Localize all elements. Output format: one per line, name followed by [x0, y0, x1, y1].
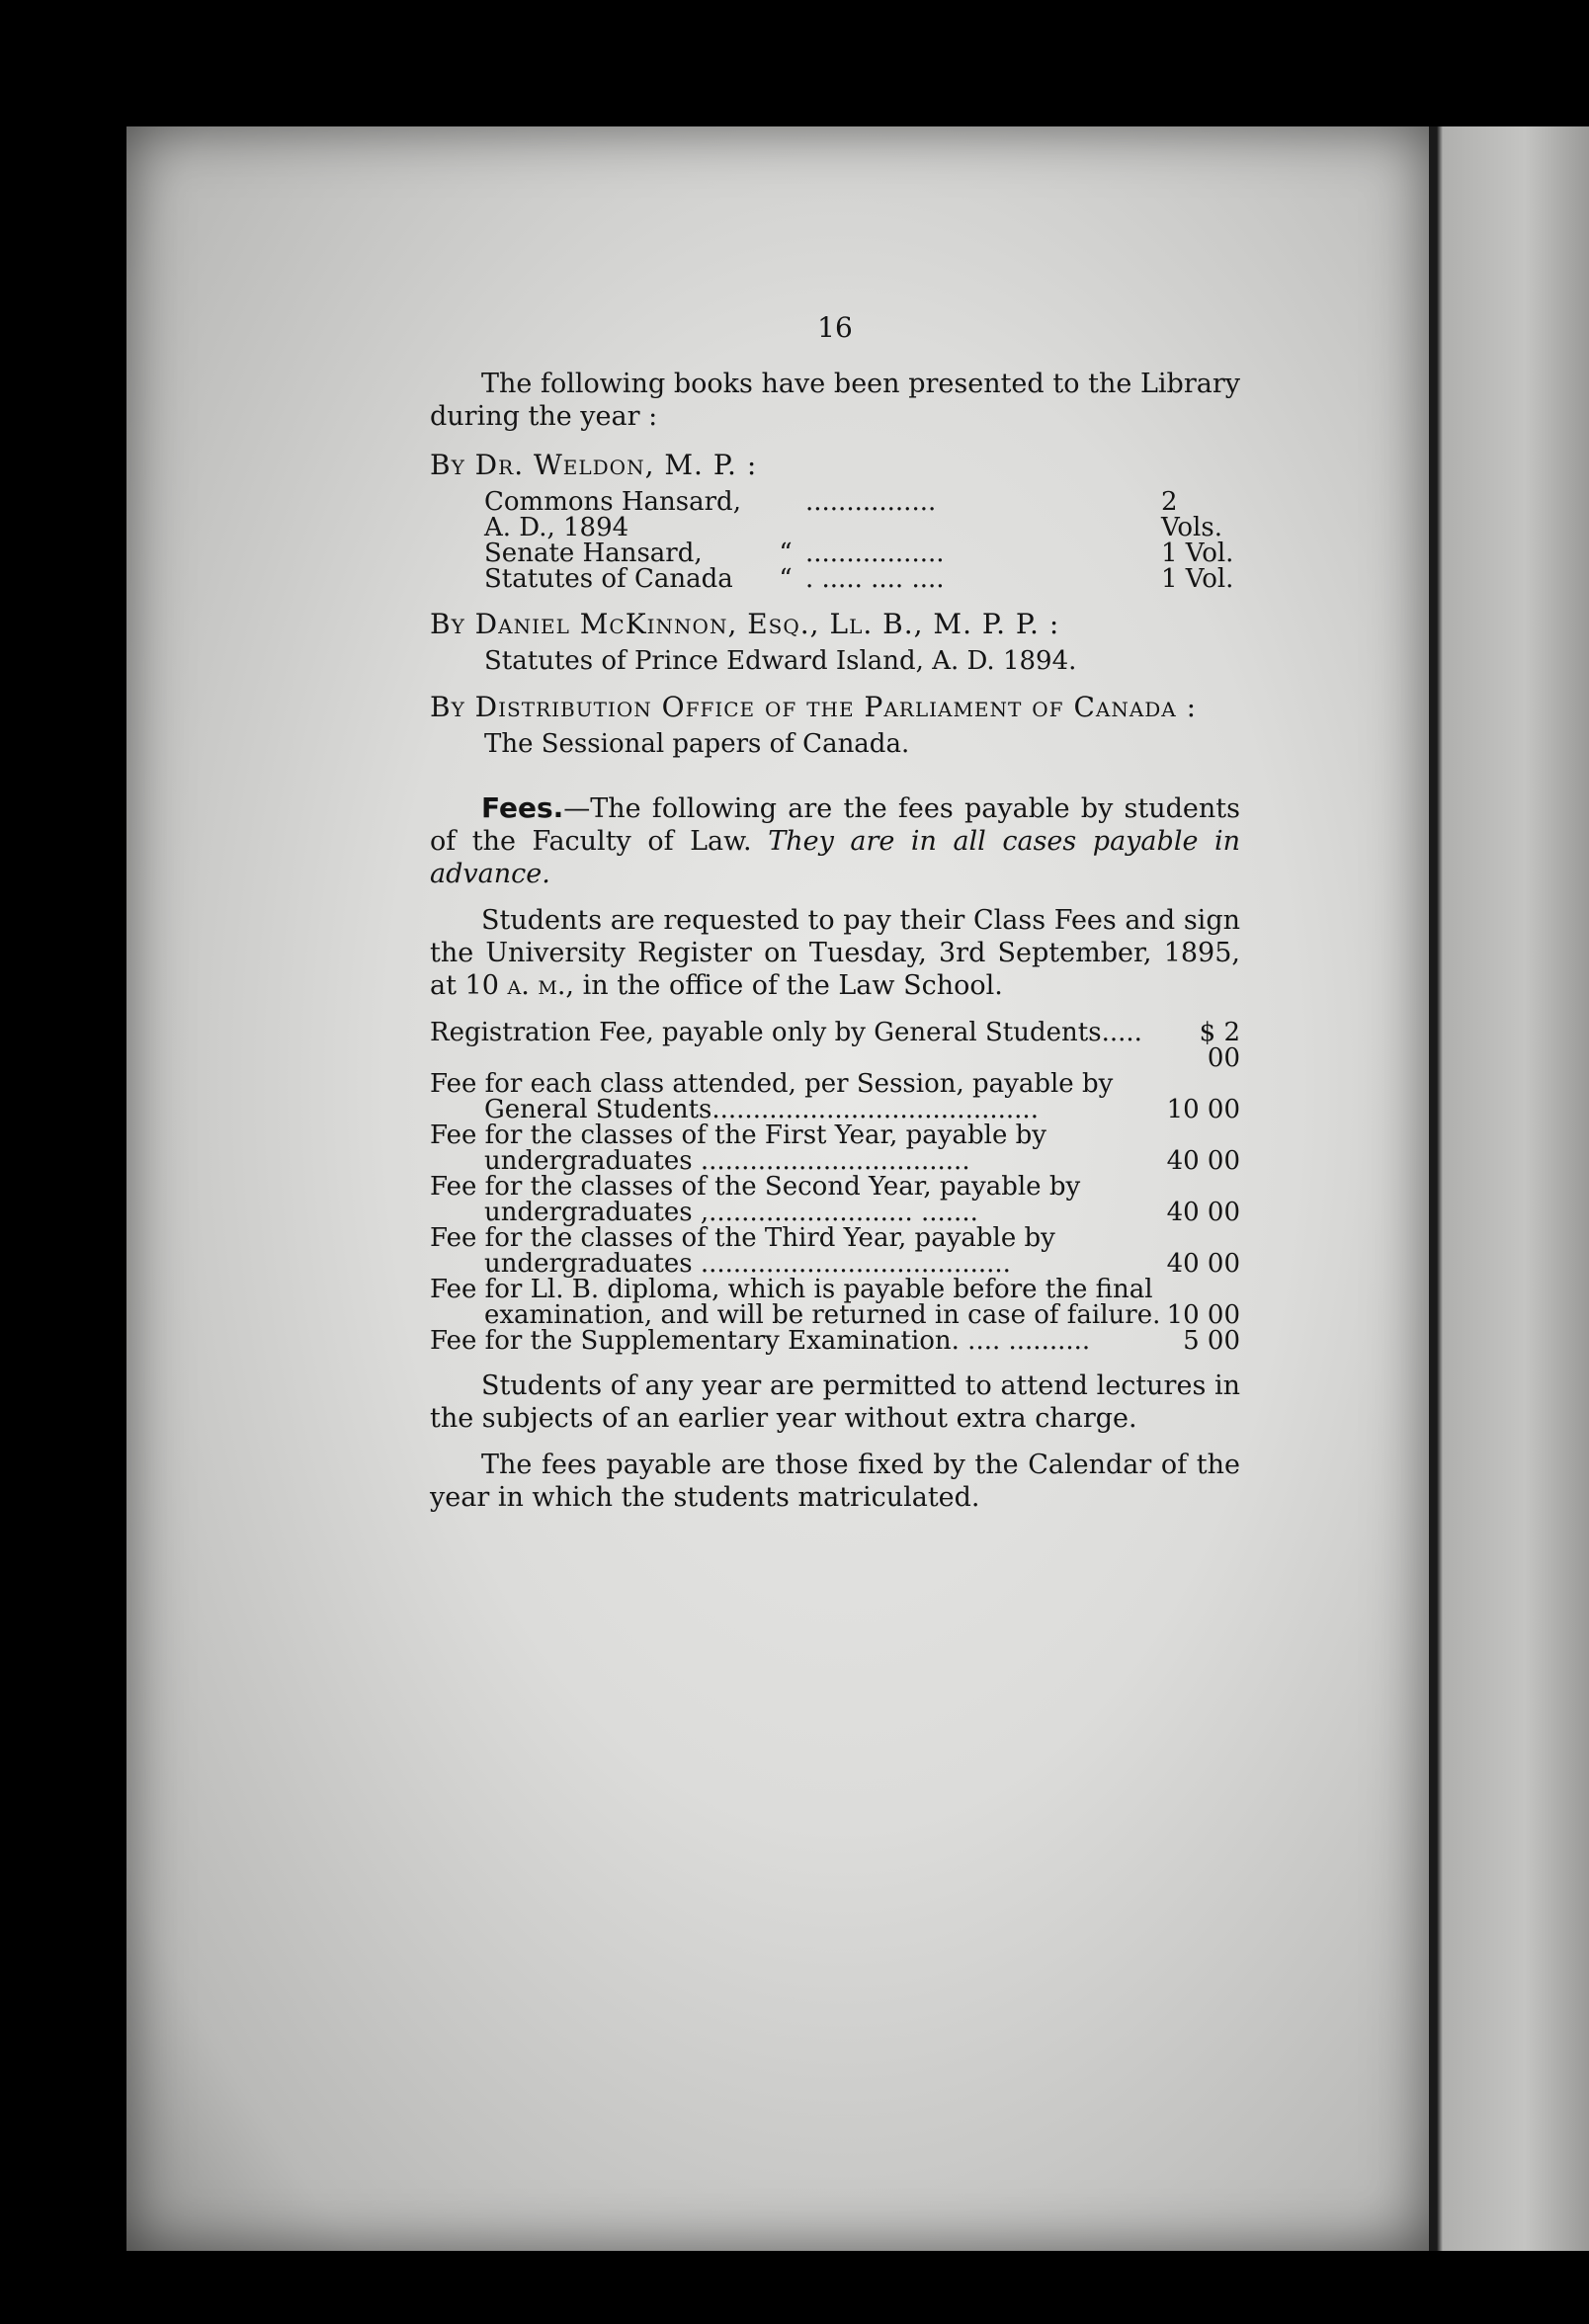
fee-description-cont: examination, and will be returned in case of failure. [484, 1300, 1161, 1330]
book-title: Senate Hansard, [484, 539, 703, 568]
fees-intro-text: —The following are the fees payable by students of the Faculty of Law. [430, 793, 1240, 857]
fee-row [430, 1277, 1240, 1328]
fee-amount: 10 00 [1166, 1300, 1240, 1330]
fee-amount: 5 00 [1183, 1326, 1240, 1356]
fee-table [430, 1020, 1240, 1354]
mckinnon-book: Statutes of Prince Edward Island, A. D. 1894. [484, 646, 1077, 676]
fee-row [430, 1328, 1240, 1354]
ditto-mark: “ [779, 564, 793, 594]
fees-advance-note: They are in all cases payable in advance. [430, 826, 1240, 889]
donor-heading-weldon: By Dr. Weldon, M. P. : [430, 449, 758, 481]
registration-text: Students are requested to pay their Class Fees and sign the University Register on Tuesday, 3rd September, 1895, at 10 [430, 905, 1240, 1001]
fee-description: Fee for the classes of the Second Year, payable by [430, 1172, 1081, 1202]
page-content [430, 311, 1240, 1528]
ditto-mark: “ [779, 539, 793, 568]
fee-description-cont: General Students........................................ [484, 1095, 1039, 1124]
donor-heading-distribution-office: By Distribution Office of the Parliament of Canada : [430, 691, 1198, 723]
book-quantity: 1 Vol. [1161, 539, 1234, 568]
registration-notice [430, 904, 1240, 1002]
fee-amount: 40 00 [1166, 1249, 1240, 1279]
registration-place: , in the office of the Law School. [565, 970, 1003, 1001]
fee-description-cont: undergraduates ,......................... ....... [484, 1198, 978, 1227]
donor-heading-mckinnon: By Daniel McKinnon, Esq., Ll. B., M. P. P. : [430, 608, 1060, 640]
fee-description: Fee for Ll. B. diploma, which is payable before the final [430, 1275, 1153, 1304]
book-title: Commons Hansard, A. D., 1894 [484, 487, 741, 542]
book-row [484, 489, 1240, 540]
fee-description: Fee for each class attended, per Session, payable by [430, 1069, 1114, 1099]
fee-description: Fee for the Supplementary Examination. .... .......... [430, 1326, 1091, 1356]
fee-row [430, 1071, 1240, 1122]
fee-description: Fee for the classes of the First Year, payable by [430, 1120, 1046, 1150]
book-quantity: 2 Vols. [1161, 487, 1222, 542]
registration-time: a. m. [507, 970, 566, 1001]
fee-row [430, 1225, 1240, 1277]
fee-description-cont: undergraduates ................................. [484, 1146, 970, 1176]
fee-description: Registration Fee, payable only by General Students..... [430, 1018, 1142, 1047]
fee-amount: 40 00 [1166, 1198, 1240, 1227]
book-title: Statutes of Canada [484, 564, 733, 594]
fee-amount: $ 2 00 [1199, 1018, 1240, 1073]
page-number: 16 [817, 311, 853, 344]
library-intro: The following books have been presented to the Library during the year : [430, 369, 1240, 432]
facing-page-edge [1429, 126, 1589, 2251]
fees-heading: Fees. [481, 791, 564, 824]
book-row [484, 566, 1240, 592]
fees-intro [430, 791, 1240, 890]
fee-description: Fee for the classes of the Third Year, payable by [430, 1223, 1055, 1253]
ditto-mark [766, 489, 805, 540]
distribution-office-book: The Sessional papers of Canada. [484, 729, 910, 759]
earlier-year-note: Students of any year are permitted to attend lectures in the subjects of an earlier year without extra charge. [430, 1370, 1240, 1434]
fee-row [430, 1122, 1240, 1174]
leader-dots: . ..... .... .... [805, 566, 945, 592]
fee-row [430, 1174, 1240, 1225]
fee-description-cont: undergraduates ...................................... [484, 1249, 1011, 1279]
book-row [484, 540, 1240, 566]
calendar-note: The fees payable are those fixed by the Calendar of the year in which the students matriculated. [430, 1450, 1240, 1513]
fee-amount: 40 00 [1166, 1146, 1240, 1176]
leader-dots: ................ [805, 489, 937, 517]
book-quantity: 1 Vol. [1161, 564, 1234, 594]
fee-row [430, 1020, 1240, 1071]
weldon-book-list [430, 489, 1240, 592]
fee-amount: 10 00 [1166, 1095, 1240, 1124]
leader-dots: ................. [805, 540, 945, 566]
